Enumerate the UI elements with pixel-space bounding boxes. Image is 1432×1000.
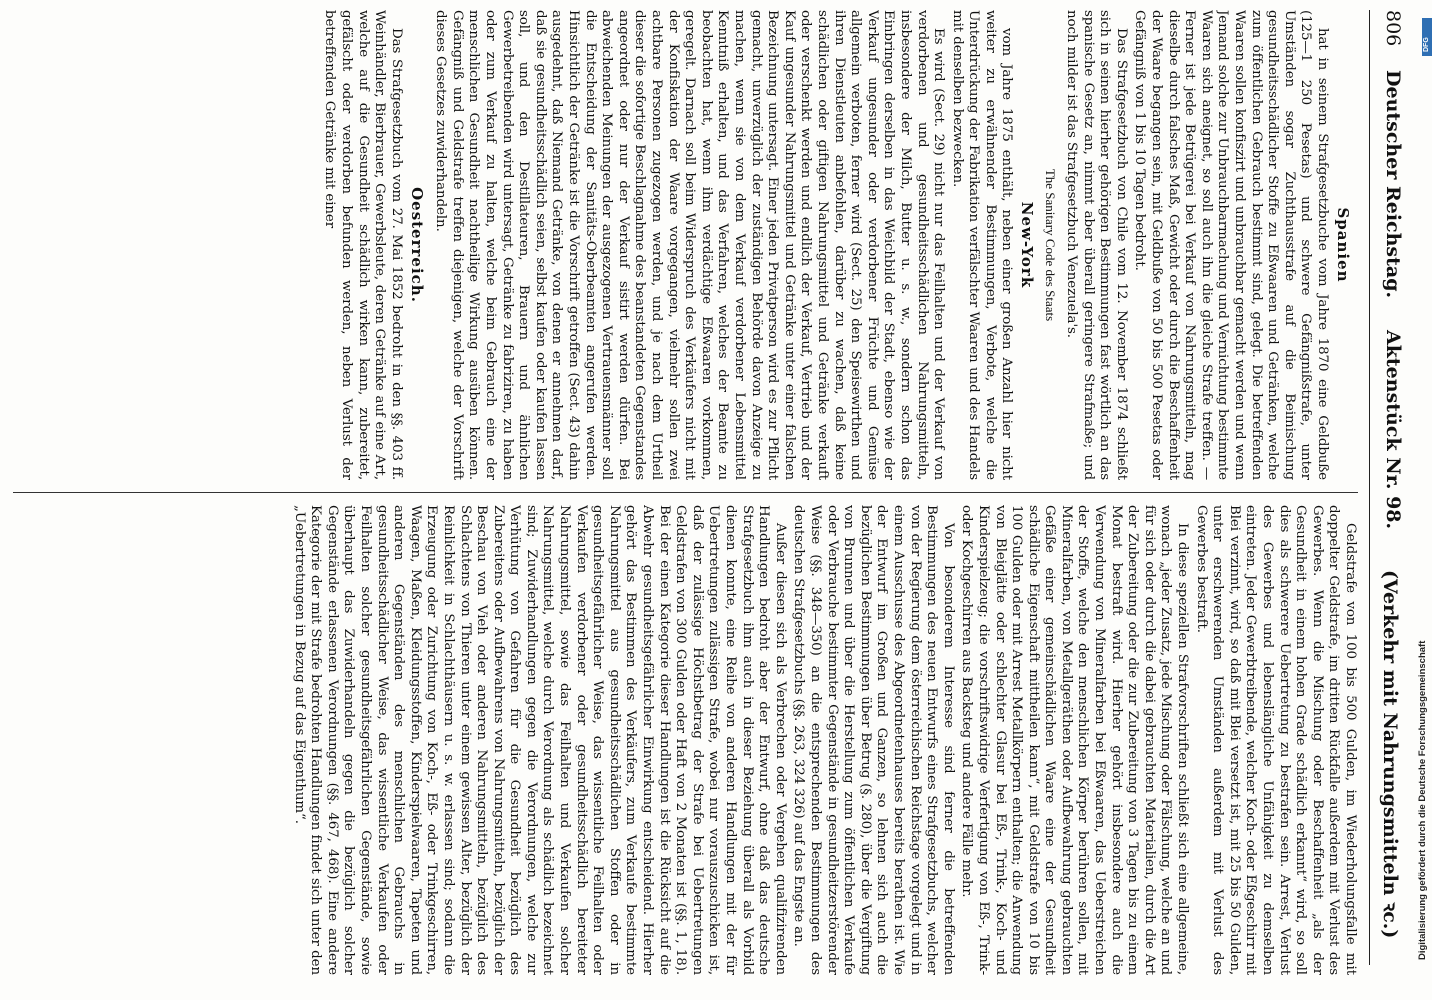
paragraph: hat in seinem Strafgesetzbuche vom Jahre 1870 eine Geldbuße (125—1 250 Pesetas) und schwere Gefängnißstrafe, unter Umständen sogar Zuchthausstrafe auf die Beimischung gesundheitsschädlicher Stoffe zu Eßwaaren und Getränken, welche zum öffentlichen Gebrauch bestimmt sind, gelegt. Die betreffenden Waaren sollen konfiszirt und unbrauchbar gemacht werden und wenn Jemand solche zur Unbrauchbarmachung und Vernichtung bestimmte Waaren sich aneignet, so soll auch ihn die gleiche Strafe treffen. — Ferner ist jede Betrügerei bei Verkauf von Nahrungsmitteln, mag dieselbe durch falsches Maß, Gewicht oder durch die Beschaffenheit der Waare begangen sein, mit Geldbuße von 50 bis 500 Pesetas oder Gefängniß von 1 bis 10 Tagen bedroht. bbox=[1132, 10, 1330, 480]
paragraph: Das Strafgesetzbuch vom 27. Mai 1852 bedroht in den §§. 403 ff. Weinhändler, Bierbrauer, Gewerbsleute, deren Getränke auf eine Art, welche auf die Gesundheit schädlich wirken kann, zubereitet, gefälscht oder verdorben befunden werden, neben Verlust der betreffenden Getränke mit einer bbox=[322, 10, 404, 480]
right-column bbox=[8, 505, 1358, 975]
page-number: 806 bbox=[1382, 10, 1404, 47]
page-header bbox=[1369, 10, 1410, 965]
left-column bbox=[8, 10, 1358, 480]
paragraph: Das Strafgesetzbuch von Chile vom 12. November 1874 schließt sich in seinen hierher gehörigen Bestimmungen fast wörtlich an das spanische Gesetz an, nimmt aber überall geringere Strafmaße; und noch milder ist das Strafgesetzbuch Venezuela's. bbox=[1064, 10, 1129, 480]
paragraph: In diese speziellen Strafvorschriften schließt sich eine allgemeine, wonach „jeder Zusatz, jede Mischung oder Fälschung, welche an und für sich oder durch die dabei gebrauchten Materialien, durch die Art der Zubereitung oder die zur Zubereitung von 3 Tagen bis zu einem Monat bestraft wird. Hierher gehört insbesondere auch die Verwendung von Mineralfarben bei Eßwaaren, das Ueberstreichen der Stoffe, welche den menschlichen Körper berühren sollen, mit Mineralfarben, von Metallgeräthen oder Aufbewahrung gebrauchten Gefäße einer gemeinschädlichen Waare eine der Gesundheit schädliche Eigenschaft mittheilen kann“, mit Geldstrafe von 10 bis 100 Gulden oder mit Arrest Metallkörpern enthalten; die Anwendung von Bleiglätte oder schlechter Glasur bei Eß-, Trink-, Koch- und Kinderspielzeug; die vorschriftswidrige Verfertigung von Eß-, Trink- oder Kochgeschirren aus Backsteg und andere Fälle mehr. bbox=[959, 505, 1191, 975]
dfg-logo: DFG bbox=[1422, 18, 1432, 56]
paragraph: Außer diesen sich als Verbrechen oder Vergehen qualifizirenden Handlungen bedroht aber der Entwurf, ohne daß das deutsche Strafgesetzbuch ihm auch in dieser Beziehung überall als Vorbild dienen konnte, eine Reihe von anderen Handlungen mit der für Uebertretungen zulässigen Strafe, wobei nur vorauszuschicken ist, daß der zulässige Höchstbetrag der Strafe bei Uebertretungen Geldstrafen von 300 Gulden oder Haft von 2 Monaten ist (§§. 1, 18). Bei der einen Kategorie dieser Handlungen ist die Rücksicht auf die Abwehr gesundheitsgefährlicher Einwirkung entscheidend. Hierher gehört das Bestimmen des Verkäufers, zum Verkaufe bestimmte Nahrungsmittel aus gesundheitsschädlichen Stoffen oder in gesundheitsgefährlicher Weise, das wissentliche Feilhalten oder Verkaufen verdorbener oder gesundheitsschädlich bereiteter Nahrungsmittel, sowie das Feilhalten und Verkaufen solcher Nahrungsmittel, welche durch Verordnung als schädlich bezeichnet sind; Zuwiderhandlungen gegen die Verordnungen, welche zur Verhütung von Gefahren für die Gesundheit bezüglich des Zubereitens oder Aufbewahrens von Nahrungsmitteln, bezüglich der Beschau von Vieh oder anderen Nahrungsmitteln, bezüglich des Schlachtens von Thieren unter einem gewissen Alter, bezüglich der Reinlichkeit in Schlachthäusern u. s. w. erlassen sind; sodann die Erzeugung oder Zurichtung von Koch-, Eß- oder Trinkgeschirren, Waagen, Maßen, Kleidungsstoffen, Kinderspielwaaren, Tapeten und anderen Gegenständen des menschlichen Gebrauchs in gesundheitsschädlicher Weise, das wissentliche Verkaufen oder Feilhalten solcher gesundheitsgefährlichen Gegenstände, sowie überhaupt das Zuwiderhandeln gegen die bezüglich solcher Gegenstände erlassenen Verordnungen (§§. 467, 468). Eine andere Kategorie der mit Strafe bedrohten Handlungen findet sich unter den „Uebertretungen in Bezug auf das Eigenthum“. bbox=[291, 505, 788, 975]
digitization-credit: Digitalisierung gefördert durch die Deutsche Forschungsgemeinschaft bbox=[1417, 640, 1428, 960]
paragraph: Es wird (Sect. 29) nicht nur das Feilhalten und der Verkauf von verdorbenen und gesundheitsschädlichen Nahrungsmitteln, insbesondere der Milch, Butter u. s. w., sondern schon das Einbringen derselben in das Weichbild der Stadt, ebenso wie der Verkauf ungesunder oder verdorbener Früchte und Gemüse allgemein verboten, ferner wird (Sect. 25) den Speisewirthen und ihren Dienstleuten anbefohlen, darüber zu wachen, daß keine schädlichen oder giftigen Nahrungsmittel und Getränke verkauft oder verschenkt werden und endlich der Verkauf, Vertrieb und der Kauf ungesunder Nahrungsmittel und Getränke unter einer falschen Bezeichnung untersagt. Einer jeden Privatperson wird es zur Pflicht gemacht, unverzüglich der zuständigen Behörde davon Anzeige zu machen, wenn sie von dem Verkauf verdorbener Lebensmittel Kenntniß erhalten, und das Verfahren, welches der Beamte zu beobachten hat, wenn ihm verdächtige Eßwaaren vorkommen, geregelt. Darnach soll beim Widerspruch des Verkäufers nicht mit der Konfiskation der Waare vorgegangen, vielmehr sollen zwei achtbare Personen zugezogen werden, und je nach dem Urtheil dieser die sofortige Beschlagnahme des beanstandeten Gegenstandes angeordnet oder nur der Verkauf sistirt werden dürfen. Bei abweichenden Meinungen der ausgezogenen Vertrauensmänner soll die Entscheidung der Sanitäts-Oberbeamten angerufen werden. Hinsichtlich der Getränke ist die Vorschrift getroffen (Sect. 43) dahin ausgedehnt, daß Niemand Getränke, von denen er annehmen darf, daß sie gesundheitsschädlich seien, selbst kaufen oder kaufen lassen soll, und den Destillateuren, Brauern und ähnlichen Gewerbetreibenden wird untersagt, Getränke zu fabriziren, zu haben oder zum Verkauf zu halten, welche beim Gebrauch eine der menschlichen Gesundheit nachtheilige Wirkung ausüben können. Gefängniß und Geldstrafe treffen diejenigen, welche der Vorschrift dieses Gesetzes zuwiderhandeln. bbox=[433, 10, 947, 480]
header-title-right: (Verkehr mit Nahrungsmitteln ꝛc.) bbox=[1379, 570, 1401, 939]
header-title-center: Aktenstück Nr. 98. bbox=[1382, 330, 1404, 530]
paragraph: Geldstrafe von 100 bis 500 Gulden, im Wiederholungsfalle mit doppelter Geldstrafe, im dritten Rückfalle außerdem mit Verlust des Gewerbes. Wenn die Mischung oder Beschaffenheit „als der Gesundheit in einem hohen Grade schädlich erkannt“ wird, so soll dies als schwerere Uebertretung zu bestrafen sein. Arrest, Verlust des Gewerbes und lebenslängliche Unfähigkeit zu demselben eintreten. Jeder Gewerbtreibende, welcher Koch- oder Eßgeschirr mit Blei verzinnt, wird, so daß mit Blei versetzt ist, mit 25 bis 50 Gulden, unter erschwerenden Umständen außerdem mit Verlust des Gewerbes bestraft. bbox=[1193, 505, 1358, 975]
section-heading-spanien: Spanien bbox=[1334, 207, 1352, 283]
column-divider bbox=[13, 492, 1358, 493]
header-title-left: Deutscher Reichstag. bbox=[1382, 70, 1404, 299]
section-heading-oesterreich: Oesterreich. bbox=[407, 187, 426, 303]
section-heading-new-york: New-York bbox=[1018, 201, 1037, 289]
section-subheading: The Sanitary Code des Staats bbox=[1043, 168, 1059, 322]
paragraph: vom Jahre 1875 enthält, neben einer großen Anzahl hier nicht weiter zu erwähnender Bestimmungen, Verbote, welche die Unterdrückung der Fabrikation verfälschter Waaren und des Handels mit denselben bezwecken. bbox=[949, 10, 1015, 480]
paragraph: Von besonderem Interesse sind ferner die betreffenden Bestimmungen des neuen Entwurfs eines Strafgesetzbuchs, welcher von der Regierung dem österreichischen Reichstage vorgelegt und in einem Ausschusse des Abgeordnetenhauses bereits berathen ist. Wie der Entwurf im Großen und Ganzen, so lehnen sich auch die bezüglichen Bestimmungen über Betrug (§. 280), über die Vergiftung von Brunnen und über die Herstellung zum öffentlichen Verkaufe oder Verbrauche bestimmter Gegenstände in gesundheitzerstörender Weise (§§. 348—350) an die entsprechenden Bestimmungen des deutschen Strafgesetzbuchs (§§. 263, 324 326) auf das Engste an. bbox=[791, 505, 956, 975]
